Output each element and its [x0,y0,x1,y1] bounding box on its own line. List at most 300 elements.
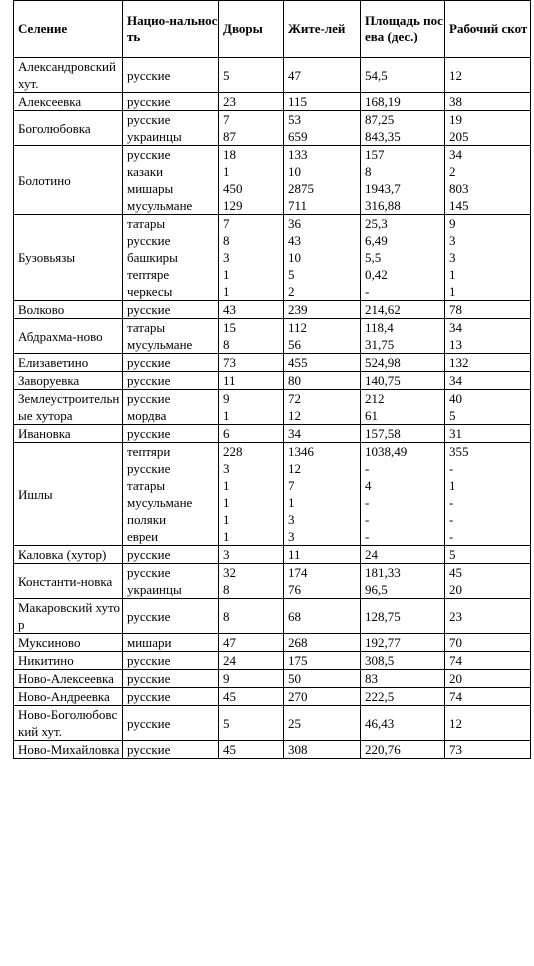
cell-line: 270 [288,689,308,704]
cell-line: русские [127,671,171,686]
cell-line: 1 [449,284,456,299]
cell-line: 115 [288,94,308,109]
cell-line: - [449,495,454,510]
cell-line: 174 [288,565,308,580]
cell-line: 3 [449,233,456,248]
cell-line: русские [127,112,171,127]
village-cell: Ивановка [14,425,123,443]
cell-line: 1346 [288,444,314,459]
cell-line: 5 [449,408,456,423]
document-page [13,0,530,759]
residents-cell [284,443,361,546]
cell-line: 5,5 [365,250,382,265]
livestock-cell [445,319,531,354]
cell-line: 80 [288,373,301,388]
sown-area-cell [361,301,445,319]
cell-line: 268 [288,635,308,650]
header-residents: Жите-лей [284,1,361,58]
cell-line: 56 [288,337,301,352]
cell-line: 18 [223,147,236,162]
table-row [14,301,531,319]
cell-line: 308,5 [365,653,395,668]
residents-cell [284,58,361,93]
sown-area-cell [361,215,445,301]
cell-line: - [449,461,454,476]
cell-line: 8 [223,582,230,597]
cell-line: 34 [449,147,462,162]
cell-line: 31 [449,426,462,441]
households-cell [219,390,284,425]
table-row [14,215,531,301]
nationality-cell [123,301,219,319]
residents-cell [284,372,361,390]
sown-area-cell [361,354,445,372]
cell-line: 1 [449,478,456,493]
cell-line: 74 [449,689,462,704]
nationality-cell [123,741,219,759]
cell-line: 53 [288,112,301,127]
cell-line: 455 [288,355,308,370]
cell-line: 1 [223,495,230,510]
cell-line: - [449,512,454,527]
table-row [14,443,531,546]
cell-line: 40 [449,391,462,406]
cell-line: 6 [223,426,230,441]
cell-line: 73 [223,355,236,370]
cell-line: 34 [288,426,301,441]
cell-line: 47 [223,635,236,650]
cell-line: - [365,529,370,544]
cell-line: 222,5 [365,689,395,704]
nationality-cell [123,706,219,741]
cell-line: 8 [223,337,230,352]
cell-line: 5 [288,267,295,282]
cell-line: - [365,461,370,476]
table-row [14,93,531,111]
cell-line: 9 [449,216,456,231]
village-cell: Абдрахма-ново [14,319,123,354]
village-cell: Ново-Михайловка [14,741,123,759]
cell-line: 1 [223,512,230,527]
cell-line: 34 [449,320,462,335]
cell-line: 73 [449,742,462,757]
cell-line: поляки [127,512,167,527]
cell-line: 78 [449,302,462,317]
cell-line: 524,98 [365,355,401,370]
livestock-cell [445,58,531,93]
header-households: Дворы [219,1,284,58]
cell-line: 8 [223,233,230,248]
village-cell: Никитино [14,652,123,670]
cell-line: 87 [223,129,236,144]
village-cell: Александровский хут. [14,58,123,93]
cell-line: 45 [449,565,462,580]
nationality-cell [123,599,219,634]
cell-line: 15 [223,320,236,335]
village-cell: Волково [14,301,123,319]
livestock-cell [445,146,531,215]
households-cell [219,425,284,443]
cell-line: 36 [288,216,301,231]
cell-line: 43 [223,302,236,317]
livestock-cell [445,564,531,599]
livestock-cell [445,652,531,670]
cell-line: 34 [449,373,462,388]
cell-line: 308 [288,742,308,757]
livestock-cell [445,425,531,443]
cell-line: 5 [223,67,230,83]
cell-line: 175 [288,653,308,668]
village-cell: Ново-Боголюбовский хут. [14,706,123,741]
village-cell: Константи-новка [14,564,123,599]
cell-line: 45 [223,689,236,704]
livestock-cell [445,670,531,688]
cell-line: 24 [223,653,236,668]
sown-area-cell [361,58,445,93]
cell-line: 19 [449,112,462,127]
table-row [14,146,531,215]
residents-cell [284,354,361,372]
cell-line: 83 [365,671,378,686]
residents-cell [284,301,361,319]
table-row [14,372,531,390]
cell-line: 7 [223,112,230,127]
cell-line: русские [127,653,171,668]
cell-line: 50 [288,671,301,686]
cell-line: евреи [127,529,159,544]
village-cell: Ново-Андреевка [14,688,123,706]
households-cell [219,443,284,546]
livestock-cell [445,599,531,634]
cell-line: 45 [223,742,236,757]
households-cell [219,215,284,301]
table-row [14,111,531,146]
cell-line: 61 [365,408,378,423]
sown-area-cell [361,741,445,759]
cell-line: 220,76 [365,742,401,757]
cell-line: 20 [449,582,462,597]
households-cell [219,301,284,319]
livestock-cell [445,111,531,146]
cell-line: 140,75 [365,373,401,388]
table-row [14,354,531,372]
cell-line: 23 [223,94,236,109]
cell-line: 128,75 [365,608,401,624]
nationality-cell [123,634,219,652]
cell-line: 3 [223,250,230,265]
sown-area-cell [361,706,445,741]
cell-line: 129 [223,198,243,213]
cell-line: 12 [449,715,462,731]
cell-line: русские [127,742,171,757]
cell-line: 12 [288,408,301,423]
households-cell [219,652,284,670]
livestock-cell [445,688,531,706]
cell-line: 54,5 [365,67,388,83]
livestock-cell [445,372,531,390]
cell-line: 212 [365,391,385,406]
cell-line: 1 [223,267,230,282]
households-cell [219,546,284,564]
cell-line: 12 [449,67,462,83]
cell-line: русские [127,426,171,441]
nationality-cell [123,390,219,425]
livestock-cell [445,706,531,741]
table-row [14,546,531,564]
cell-line: 25 [288,715,301,731]
nationality-cell [123,425,219,443]
nationality-cell [123,93,219,111]
sown-area-cell [361,425,445,443]
livestock-cell [445,93,531,111]
cell-line: 1 [223,529,230,544]
residents-cell [284,741,361,759]
households-cell [219,111,284,146]
residents-cell [284,546,361,564]
households-cell [219,599,284,634]
cell-line: 205 [449,129,469,144]
cell-line: 32 [223,565,236,580]
header-livestock: Рабочий скот [445,1,531,58]
cell-line: тептяре [127,267,170,282]
cell-line: 239 [288,302,308,317]
cell-line: 6,49 [365,233,388,248]
livestock-cell [445,301,531,319]
table-row [14,390,531,425]
cell-line: 68 [288,608,301,624]
cell-line: 181,33 [365,565,401,580]
cell-line: 228 [223,444,243,459]
sown-area-cell [361,652,445,670]
cell-line: 214,62 [365,302,401,317]
cell-line: русские [127,689,171,704]
table-row [14,652,531,670]
table-row [14,670,531,688]
cell-line: украинцы [127,129,182,144]
cell-line: 2875 [288,181,314,196]
livestock-cell [445,354,531,372]
cell-line: 803 [449,181,469,196]
cell-line: мусульмане [127,495,193,510]
village-cell: Боголюбовка [14,111,123,146]
nationality-cell [123,354,219,372]
sown-area-cell [361,146,445,215]
cell-line: русские [127,391,171,406]
village-cell: Ново-Алексеевка [14,670,123,688]
cell-line: 2 [449,164,456,179]
residents-cell [284,670,361,688]
sown-area-cell [361,546,445,564]
residents-cell [284,425,361,443]
cell-line: 355 [449,444,469,459]
residents-cell [284,319,361,354]
cell-line: 12 [288,461,301,476]
cell-line: 157 [365,147,385,162]
table-row [14,634,531,652]
cell-line: - [365,284,370,299]
cell-line: русские [127,147,171,162]
sown-area-cell [361,443,445,546]
residents-cell [284,706,361,741]
table-row [14,564,531,599]
households-cell [219,706,284,741]
cell-line: 25,3 [365,216,388,231]
cell-line: 316,88 [365,198,401,213]
cell-line: 24 [365,547,378,562]
cell-line: 96,5 [365,582,388,597]
sown-area-cell [361,688,445,706]
table-row [14,688,531,706]
cell-line: 74 [449,653,462,668]
cell-line: 2 [288,284,295,299]
cell-line: 11 [288,547,301,562]
village-cell: Елизаветино [14,354,123,372]
residents-cell [284,599,361,634]
livestock-cell [445,390,531,425]
cell-line: 1943,7 [365,181,401,196]
nationality-cell [123,652,219,670]
cell-line: 1 [449,267,456,282]
cell-line: 1038,49 [365,444,408,459]
cell-line: 23 [449,608,462,624]
cell-line: мишари [127,635,172,650]
residents-cell [284,564,361,599]
nationality-cell [123,546,219,564]
residents-cell [284,146,361,215]
village-cell: Муксиново [14,634,123,652]
cell-line: 3 [223,547,230,562]
village-cell: Каловка (хутор) [14,546,123,564]
residents-cell [284,688,361,706]
cell-line: башкиры [127,250,178,265]
cell-line: 145 [449,198,469,213]
cell-line: русские [127,715,171,731]
cell-line: 1 [223,284,230,299]
header-village: Селение [14,1,123,58]
cell-line: 157,58 [365,426,401,441]
households-cell [219,670,284,688]
residents-cell [284,111,361,146]
households-cell [219,564,284,599]
cell-line: русские [127,355,171,370]
cell-line: 11 [223,373,236,388]
cell-line: татары [127,216,166,231]
cell-line: 3 [288,512,295,527]
table-row [14,599,531,634]
households-cell [219,146,284,215]
cell-line: русские [127,373,171,388]
cell-line: 72 [288,391,301,406]
cell-line: - [449,529,454,544]
livestock-cell [445,741,531,759]
nationality-cell [123,58,219,93]
cell-line: украинцы [127,582,182,597]
households-cell [219,93,284,111]
residents-cell [284,215,361,301]
cell-line: мордва [127,408,167,423]
cell-line: 47 [288,67,301,83]
livestock-cell [445,215,531,301]
cell-line: 87,25 [365,112,395,127]
village-cell: Бузовьязы [14,215,123,301]
nationality-cell [123,443,219,546]
village-cell: Алексеевка [14,93,123,111]
header-sown-area: Площадь посева (дес.) [361,1,445,58]
settlements-table [13,0,531,759]
cell-line: русские [127,547,171,562]
households-cell [219,688,284,706]
village-cell: Заворуевка [14,372,123,390]
sown-area-cell [361,372,445,390]
cell-line: русские [127,302,171,317]
village-cell: Землеустроительные хутора [14,390,123,425]
cell-line: 132 [449,355,469,370]
cell-line: 13 [449,337,462,352]
table-row [14,706,531,741]
cell-line: 0,42 [365,267,388,282]
table-row [14,425,531,443]
nationality-cell [123,146,219,215]
nationality-cell [123,670,219,688]
cell-line: 43 [288,233,301,248]
sown-area-cell [361,390,445,425]
households-cell [219,319,284,354]
village-cell: Ишлы [14,443,123,546]
village-cell: Болотино [14,146,123,215]
sown-area-cell [361,670,445,688]
cell-line: черкесы [127,284,173,299]
sown-area-cell [361,634,445,652]
households-cell [219,741,284,759]
cell-line: русские [127,94,171,109]
cell-line: 5 [223,715,230,731]
sown-area-cell [361,599,445,634]
cell-line: 10 [288,250,301,265]
cell-line: 7 [223,216,230,231]
cell-line: русские [127,233,171,248]
livestock-cell [445,634,531,652]
cell-line: русские [127,67,171,83]
nationality-cell [123,319,219,354]
cell-line: 8 [365,164,372,179]
nationality-cell [123,372,219,390]
cell-line: 20 [449,671,462,686]
cell-line: 1 [223,164,230,179]
sown-area-cell [361,319,445,354]
cell-line: русские [127,565,171,580]
cell-line: 168,19 [365,94,401,109]
cell-line: 4 [365,478,372,493]
households-cell [219,372,284,390]
village-cell: Макаровский хутор [14,599,123,634]
cell-line: 76 [288,582,301,597]
residents-cell [284,390,361,425]
cell-line: 3 [449,250,456,265]
cell-line: 711 [288,198,308,213]
cell-line: 843,35 [365,129,401,144]
cell-line: русские [127,461,171,476]
nationality-cell [123,111,219,146]
sown-area-cell [361,93,445,111]
cell-line: 3 [223,461,230,476]
households-cell [219,58,284,93]
cell-line: 192,77 [365,635,401,650]
cell-line: 133 [288,147,308,162]
cell-line: 112 [288,320,308,335]
cell-line: - [365,495,370,510]
residents-cell [284,652,361,670]
cell-line: 5 [449,547,456,562]
